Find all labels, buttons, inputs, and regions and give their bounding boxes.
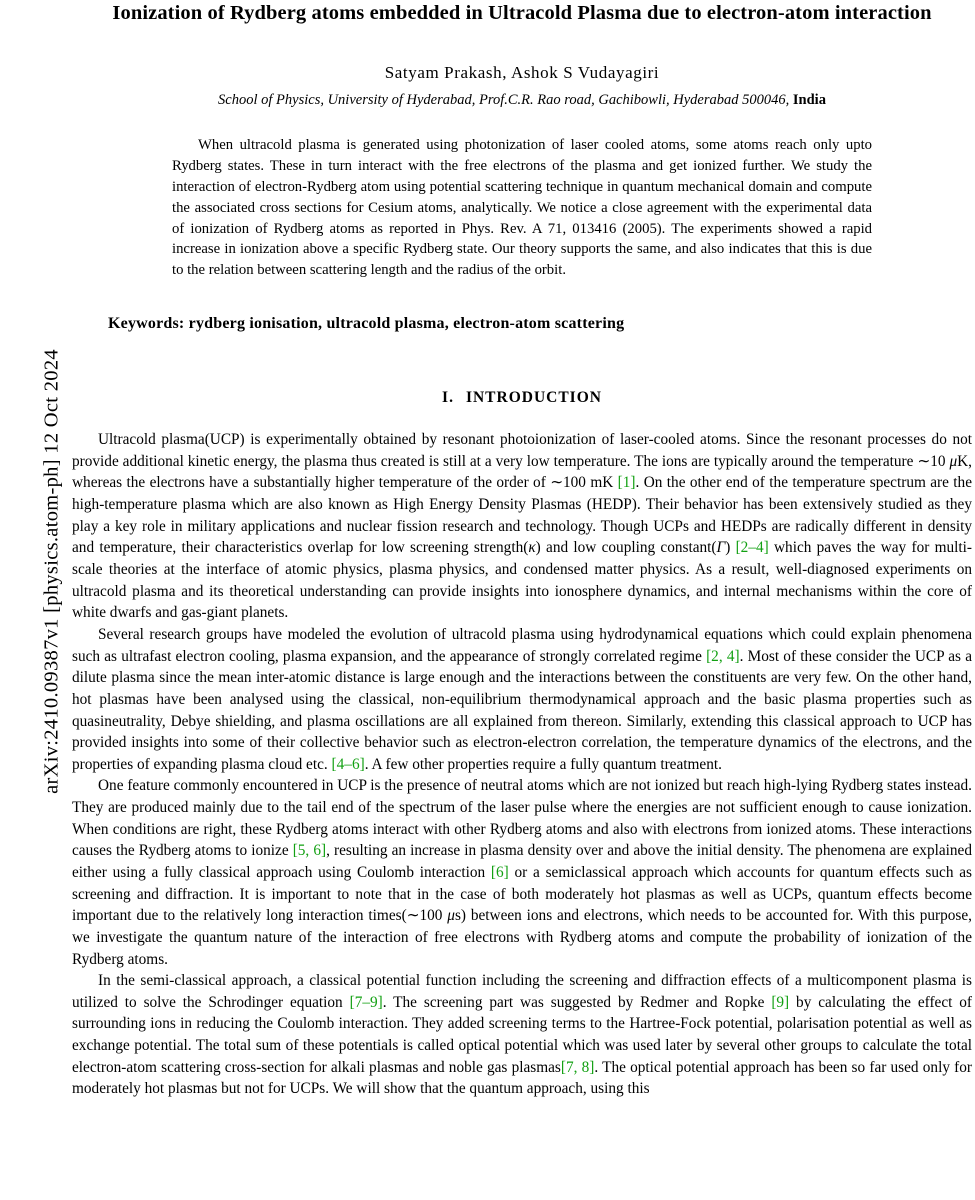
- citation-link-7-9[interactable]: [7–9]: [349, 993, 383, 1011]
- affiliation-country: India: [792, 92, 826, 109]
- abstract: [172, 135, 872, 281]
- p1-part-b: K, whereas the electrons have a substantially higher temperature of the order of ∼100 mK: [72, 452, 972, 492]
- p4-part-a: In the semi-classical approach, a classical potential function including the screening and diffraction effects of a multicomponent plasma is utilized to solve the Schrodinger equation: [72, 972, 972, 1011]
- citation-link-2-4[interactable]: [2–4]: [735, 539, 769, 557]
- p1-part-e: ): [725, 539, 736, 557]
- p1-part-a: Ultracold plasma(UCP) is experimentally obtained by resonant photoionization of laser-cooled atoms. Since the resonant processes do not provide additional kinetic energy, the plasma thus created is still at a very low temperature. The ions are typically around the temperature ∼10: [72, 431, 972, 470]
- symbol-mu: μ: [949, 452, 958, 470]
- p4-part-d: . The optical potential approach has been so far used only for moderately hot plasmas but not for UCPs. We will show that the quantum approach, using this: [72, 1058, 972, 1098]
- section-heading: [72, 389, 972, 407]
- p2-part-a: Several research groups have modeled the evolution of ultracold plasma using hydrodynamical equations which could explain phenomena such as ultrafast electron cooling, plasma expansion, and the appearance of strongly correlated regime: [72, 625, 972, 665]
- affiliation-text: School of Physics, University of Hyderabad, Prof.C.R. Rao road, Gachibowli, Hyderabad 500046,: [218, 92, 790, 109]
- p4-part-c: by calculating the effect of surrounding ions in reducing the Coulomb interaction. They added screening terms to the Hartree-Fock potential, polarisation potential as well as exchange potential. The total sum of these potentials is called optical potential which was used later by several other groups to calculate the total electron-atom scattering cross-section for alkali plasmas and noble gas plasmas: [72, 993, 973, 1076]
- p3-part-a: One feature commonly encountered in UCP is the presence of neutral atoms which are not ionized but reach high-lying Rydberg states instead. They are produced mainly due to the tail end of the spectrum of the laser pulse where the energies are not sufficient enough to cause ionization. When conditions are right, these Rydberg atoms interact with other Rydberg atoms and also with electrons from ionized atoms. These interactions causes the Rydberg atoms to ionize: [72, 777, 972, 860]
- citation-link-2-4b[interactable]: [2, 4]: [706, 647, 740, 665]
- p4-part-b: . The screening part was suggested by Redmer and Ropke: [382, 993, 772, 1011]
- p2-part-b: . Most of these consider the UCP as a dilute plasma since the mean inter-atomic distance is large enough and the interactions between the constituents are very few. On the other hand, hot plasmas have been analysed using the classical, non-equilibrium thermodynamical approach and the basic plasma properties such as quasineutrality, Debye shielding, and plasma oscillations are all explained from thereon. Similarly, extending this classical approach to UCP has provided insights into some of their collective behavior such as electron-electron correlation, the temperature dynamics of the electrons, and the properties of expanding plasma cloud etc.: [72, 647, 972, 773]
- paragraph-1: [72, 429, 972, 624]
- author-list: Satyam Prakash, Ashok S Vudayagiri: [384, 63, 660, 83]
- citation-link-5-6[interactable]: [5, 6]: [292, 842, 327, 860]
- symbol-kappa: κ: [528, 539, 536, 557]
- p1-part-c: . On the other end of the temperature spectrum are the high-temperature plasma which are also known as High Energy Density Plasmas (HEDP). Their behavior has been extensively studied as they play a key role in military applications and nuclear fission research and technology. Though UCPs and HEDPs are radically different in density and temperature, their characteristics overlap for low screening strength(: [72, 474, 972, 557]
- citation-link-9[interactable]: [9]: [771, 993, 790, 1011]
- p1-part-f: which paves the way for multi-scale theories at the interface of atomic physics, plasma physics, and condensed matter physics. As a result, well-diagnosed experiments on ultracold plasma and its theoretical understanding can provide insights into ionosphere dynamics, and internal mechanisms within the core of white dwarfs and gas-giant planets.: [72, 539, 972, 622]
- paragraph-4: [72, 970, 972, 1100]
- citation-link-7-8[interactable]: [7, 8]: [560, 1058, 595, 1076]
- paragraph-2: [72, 624, 972, 775]
- section-title: INTRODUCTION: [465, 389, 602, 407]
- keywords: Keywords: rydberg ionisation, ultracold plasma, electron-atom scattering: [108, 315, 625, 333]
- citation-link-6[interactable]: [6]: [490, 863, 509, 881]
- p1-part-d: ) and low coupling constant(: [535, 539, 717, 557]
- page-title: Ionization of Rydberg atoms embedded in Ultracold Plasma due to electron-atom interaction: [112, 2, 932, 24]
- symbol-gamma: Γ: [716, 539, 726, 557]
- p3-part-c: or a semiclassical approach which accounts for quantum effects such as screening and diffraction. It is important to note that in the case of both moderately hot plasmas as well as UCPs, quantum effects become important due to the relatively long interaction times(∼100: [72, 863, 972, 925]
- affiliation: [72, 92, 972, 109]
- citation-link-4-6[interactable]: [4–6]: [331, 755, 365, 773]
- abstract-text: When ultracold plasma is generated using photonization of laser cooled atoms, some atoms reach only upto Rydberg states. These in turn interact with the free electrons of the plasma and get ionized further. We study the interaction of electron-Rydberg atom using potential scattering technique in quantum mechanical domain and compute the associated cross sections for Cesium atoms, analytically. We notice a close agreement with the experimental data of ionization of Rydberg atoms as reported in Phys. Rev. A 71, 013416 (2005). The experiments showed a rapid increase in ionization above a specific Rydberg state. Our theory supports the same, and also indicates that this is due to the relation between scattering length and the radius of the orbit.: [172, 137, 872, 279]
- body-text: [72, 429, 972, 1100]
- symbol-mu-2: μ: [447, 907, 455, 925]
- p3-part-d: s) between ions and electrons, which needs to be accounted for. With this purpose, we investigate the quantum nature of the interaction of free electrons with Rydberg atoms and compute the probability of ionization of the Rydberg atoms.: [72, 907, 972, 968]
- paper-content: [72, 0, 972, 1100]
- paragraph-3: [72, 775, 972, 970]
- p2-part-c: . A few other properties require a fully quantum treatment.: [364, 755, 722, 773]
- arxiv-identifier-stamp: arXiv:2410.09387v1 [physics.atom-ph] 12 Oct 2024: [40, 349, 63, 794]
- section-number: I.: [442, 389, 454, 407]
- p3-part-b: , resulting an increase in plasma density over and above the initial density. The phenomena are explained either using a fully classical approach using Coulomb interaction: [72, 842, 972, 881]
- citation-link-1[interactable]: [1]: [617, 474, 636, 492]
